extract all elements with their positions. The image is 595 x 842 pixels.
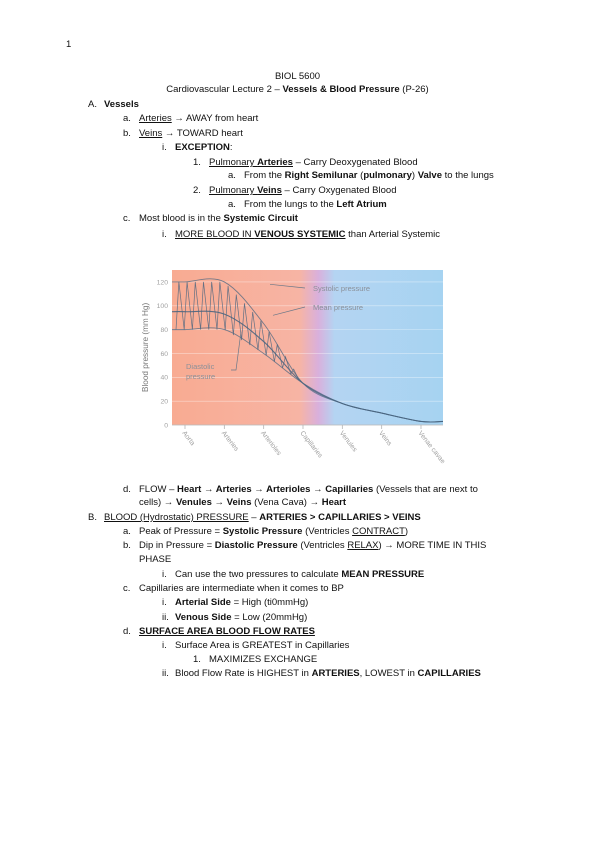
- x-tick-label: Aorta: [180, 429, 196, 448]
- list-item: c. Capillaries are intermediate when it comes to BP: [123, 583, 344, 594]
- course-code: BIOL 5600: [274, 71, 321, 82]
- x-tick-label: Venules: [337, 429, 359, 454]
- list-item: d. SURFACE AREA BLOOD FLOW RATES: [123, 626, 315, 637]
- page-number: 1: [66, 39, 72, 50]
- y-tick-label: 60: [160, 350, 168, 358]
- x-tick-label: Arterioles: [259, 429, 283, 457]
- list-item: b. Veins → TOWARD heart: [123, 128, 243, 139]
- y-axis-label: Blood pressure (mm Hg): [141, 302, 150, 392]
- list-item: 2. Pulmonary Veins – Carry Oxygenated Blood: [193, 185, 397, 196]
- y-tick-label: 40: [160, 374, 168, 382]
- list-item: 1. Pulmonary Arteries – Carry Deoxygenated Blood: [193, 157, 418, 168]
- list-item: ii. Venous Side = Low (20mmHg): [162, 612, 308, 623]
- list-item: b. Dip in Pressure = Diastolic Pressure (Ventricles RELAX) → MORE TIME IN THIS: [123, 540, 487, 551]
- x-tick-label: Capillaries: [298, 429, 324, 460]
- lecture-subtitle: Cardiovascular Lecture 2 – Vessels & Blood Pressure (P-26): [166, 84, 429, 95]
- list-item: a. Arteries → AWAY from heart: [123, 113, 259, 124]
- x-tick-label: Veins: [377, 429, 393, 448]
- x-tick-label: Arteries: [219, 429, 240, 453]
- annotation-label: pressure: [186, 372, 216, 381]
- list-item: i. MORE BLOOD IN VENOUS SYSTEMIC than Arterial Systemic: [162, 229, 441, 240]
- y-tick-label: 20: [160, 398, 168, 406]
- list-item: i. Surface Area is GREATEST in Capillaries: [162, 640, 350, 651]
- list-item: a. From the lungs to the Left Atrium: [228, 199, 387, 210]
- annotation-label: Systolic pressure: [313, 284, 371, 293]
- section-b-heading: B. BLOOD (Hydrostatic) PRESSURE – ARTERIES > CAPILLARIES > VEINS: [88, 512, 421, 523]
- list-item: a. From the Right Semilunar (pulmonary) Valve to the lungs: [228, 170, 494, 181]
- x-tick-label: Venae cavae: [416, 429, 447, 466]
- list-item: i. Can use the two pressures to calculate MEAN PRESSURE: [162, 569, 425, 580]
- list-item: i. EXCEPTION:: [162, 142, 233, 153]
- list-item: i. Arterial Side = High (ti0mmHg): [162, 597, 309, 608]
- annotation-label: Diastolic: [186, 362, 215, 371]
- list-item-continuation: cells) → Venules → Veins (Vena Cava) → Heart: [139, 497, 347, 508]
- list-item: d. FLOW – Heart → Arteries → Arterioles → Capillaries (Vessels that are next to: [123, 484, 478, 495]
- list-item: c. Most blood is in the Systemic Circuit: [123, 213, 298, 224]
- list-item: 1. MAXIMIZES EXCHANGE: [193, 654, 318, 665]
- y-tick-label: 80: [160, 327, 168, 335]
- y-tick-label: 0: [164, 422, 168, 430]
- y-tick-label: 100: [156, 303, 168, 311]
- list-item-continuation: PHASE: [139, 554, 172, 565]
- section-a-heading: A. Vessels: [88, 99, 139, 110]
- list-item: a. Peak of Pressure = Systolic Pressure (Ventricles CONTRACT): [123, 526, 409, 537]
- annotation-label: Mean pressure: [313, 303, 364, 312]
- list-item: ii. Blood Flow Rate is HIGHEST in ARTERIES, LOWEST in CAPILLARIES: [162, 668, 481, 679]
- y-tick-label: 120: [156, 279, 168, 287]
- blood-pressure-chart: [135, 262, 449, 482]
